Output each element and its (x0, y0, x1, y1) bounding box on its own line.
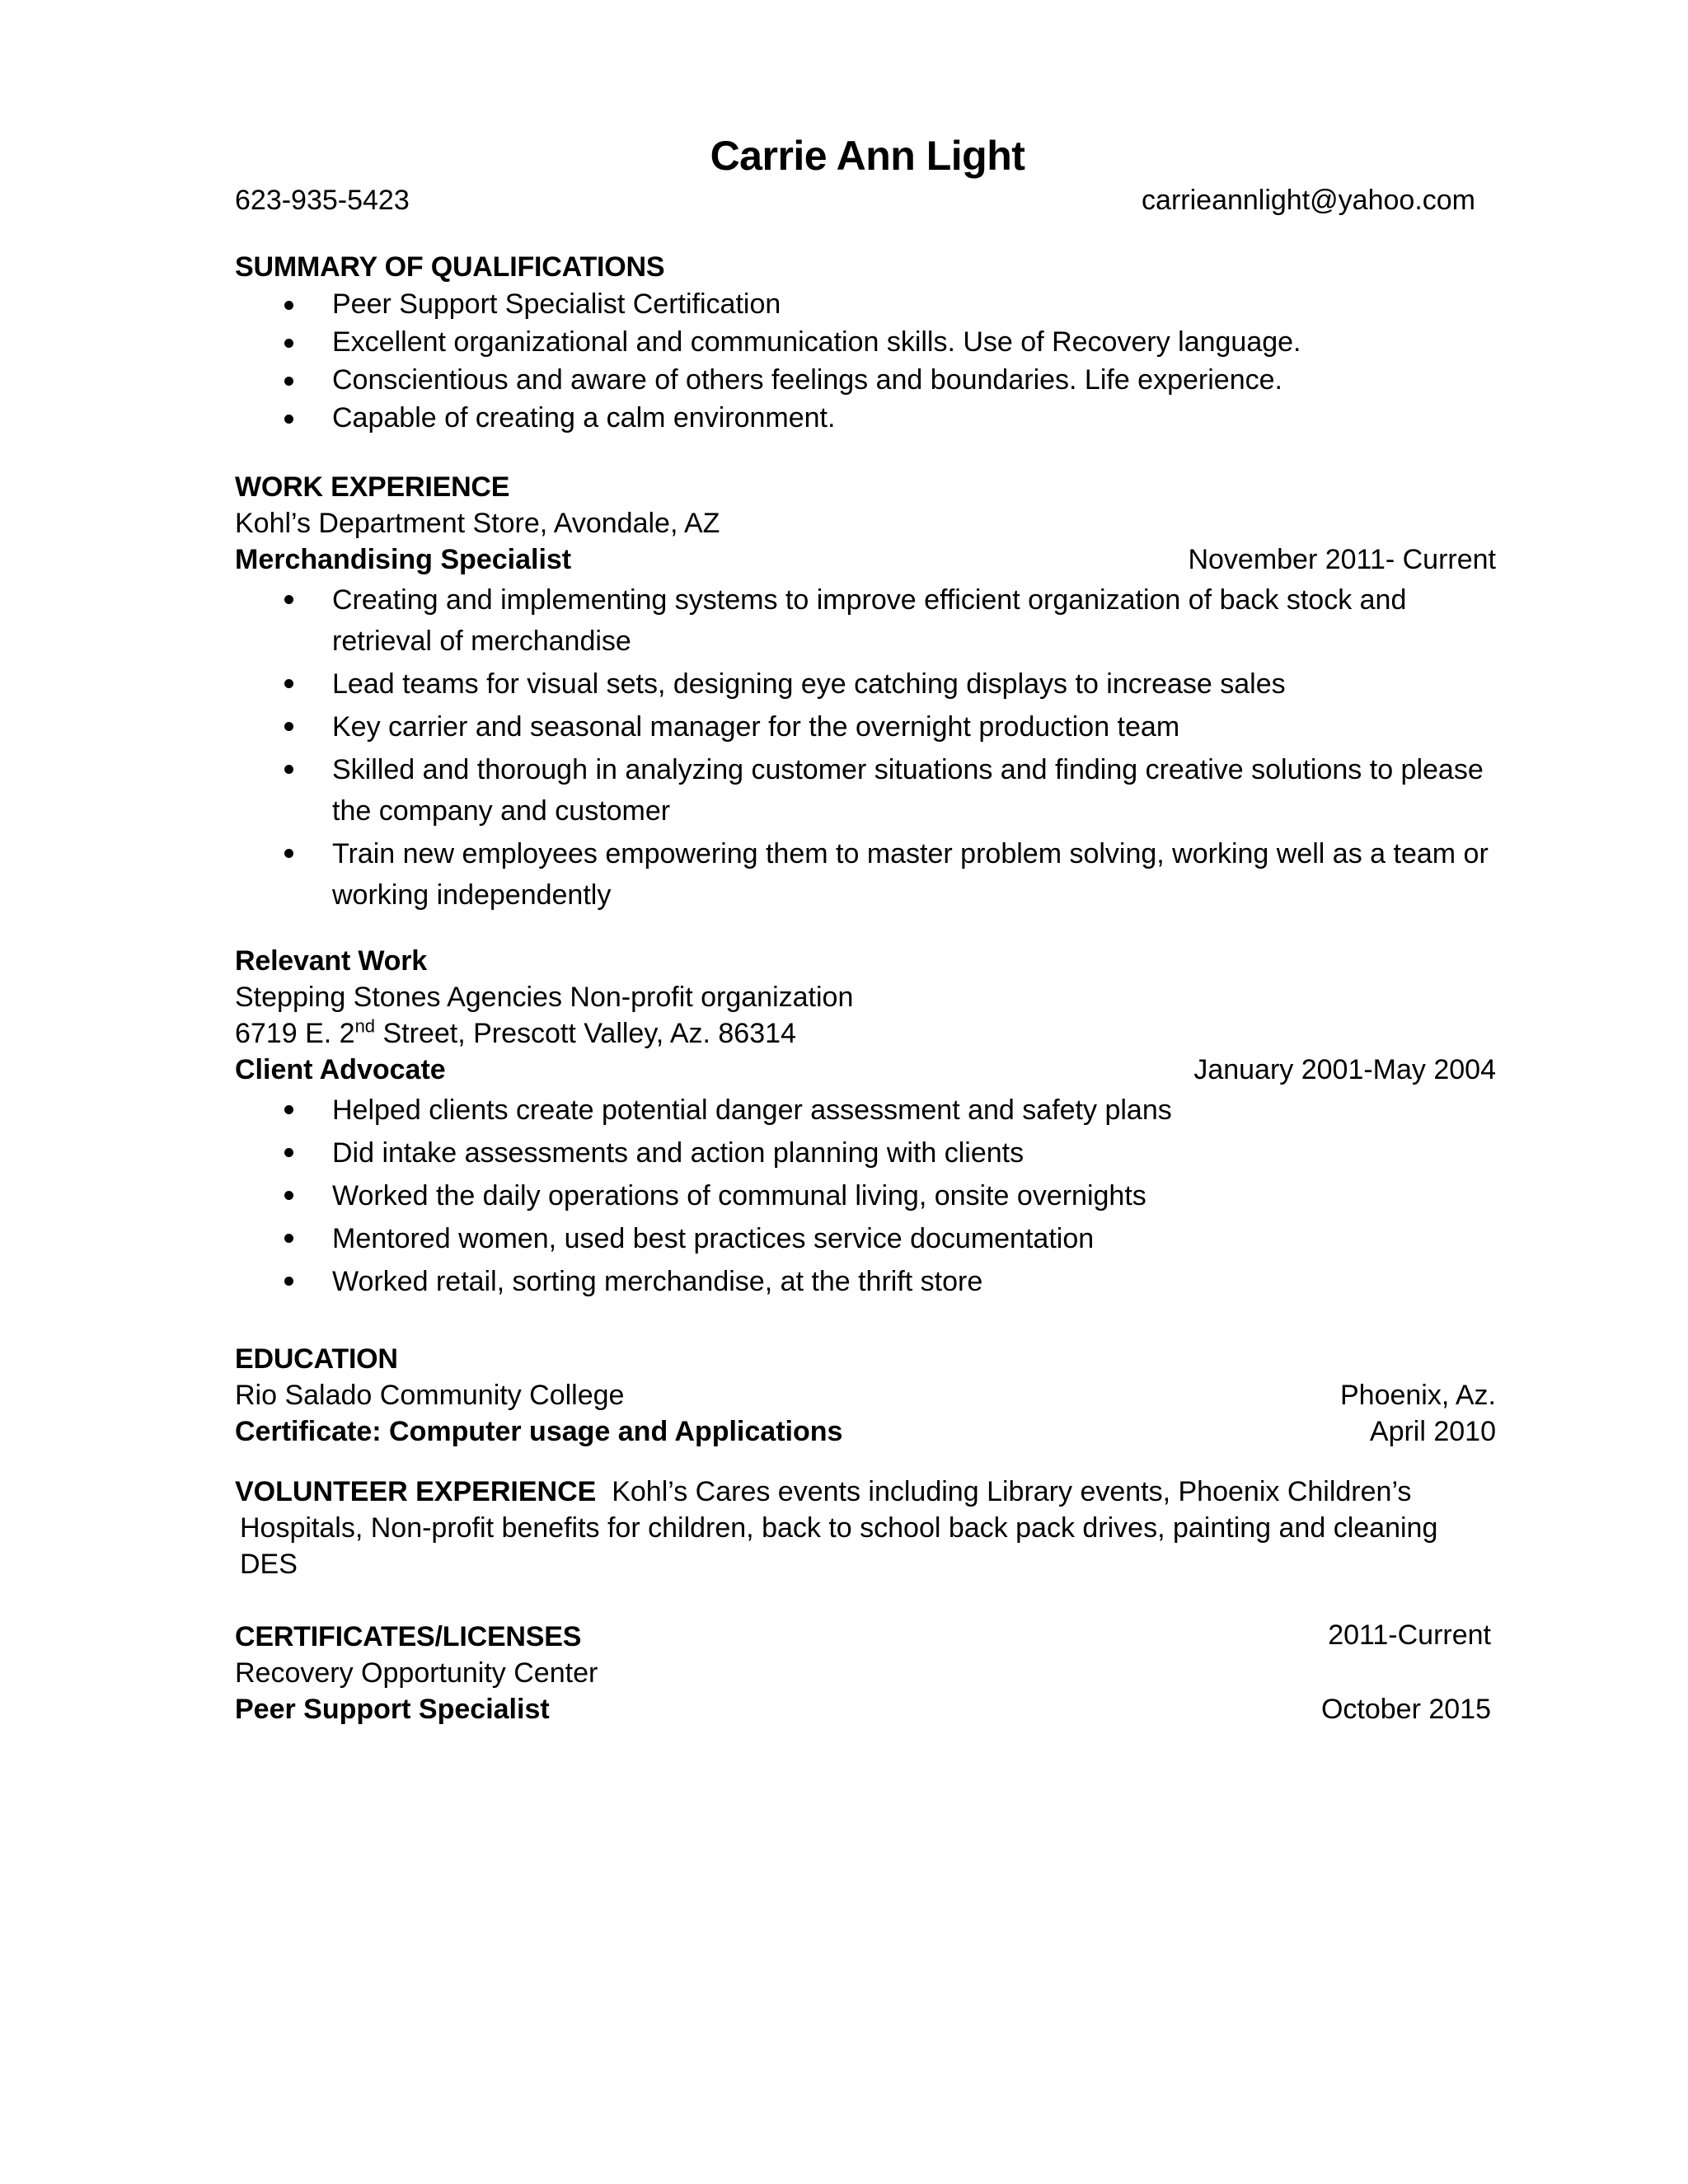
relevant-address (235, 1015, 1496, 1052)
address-ordinal: nd (354, 1015, 376, 1037)
work-employer: Kohl’s Department Store, Avondale, AZ (235, 508, 720, 539)
list-item: Skilled and thorough in analyzing customer situations and finding creative solutions to please the company and customer (235, 749, 1496, 832)
certificates-org: Recovery Opportunity Center (235, 1657, 598, 1689)
education-certificate: Certificate: Computer usage and Applications (235, 1416, 843, 1447)
relevant-list (235, 1090, 1496, 1302)
certificates-date: October 2015 (1320, 1694, 1491, 1725)
education-location: Phoenix, Az. (1339, 1380, 1496, 1411)
relevant-work-section (235, 943, 1496, 1304)
relevant-dates: January 2001-May 2004 (1193, 1054, 1496, 1085)
list-item: Did intake assessments and action planning with clients (235, 1132, 1496, 1174)
list-item: Creating and implementing systems to improve efficient organization of back stock and retrieval of merchandise (235, 579, 1496, 662)
certificates-section (235, 1619, 1496, 1727)
summary-section (235, 249, 1496, 437)
list-item: Key carrier and seasonal manager for the overnight production team (235, 706, 1496, 748)
relevant-title-row (235, 1052, 1496, 1088)
education-date: April 2010 (1369, 1416, 1496, 1447)
list-item: Worked the daily operations of communal living, onsite overnights (235, 1175, 1496, 1216)
education-school-row (235, 1377, 1496, 1413)
certificates-heading: CERTIFICATES/LICENSES (235, 1621, 582, 1652)
list-item: Lead teams for visual sets, designing eye catching displays to increase sales (235, 663, 1496, 705)
relevant-title: Client Advocate (235, 1054, 446, 1085)
email-address: carrieannlight@yahoo.com (1142, 185, 1475, 216)
list-item: Peer Support Specialist Certification (235, 285, 1496, 323)
certificates-title: Peer Support Specialist (235, 1694, 550, 1725)
relevant-org: Stepping Stones Agencies Non-profit organization (235, 982, 854, 1013)
list-item: Conscientious and aware of others feelings and boundaries. Life experience. (235, 361, 1496, 399)
work-list (235, 579, 1496, 916)
volunteer-heading: VOLUNTEER EXPERIENCE (235, 1476, 597, 1507)
candidate-name: Carrie Ann Light (710, 133, 1025, 179)
list-item: Helped clients create potential danger assessment and safety plans (235, 1090, 1496, 1131)
certificates-title-row (235, 1691, 1491, 1727)
work-title-row (235, 541, 1496, 578)
contact-row (235, 185, 1475, 217)
summary-list (235, 285, 1496, 437)
education-section (235, 1341, 1496, 1450)
resume-page (235, 0, 1496, 2184)
volunteer-text-1: Kohl’s Cares events including Library events, Phoenix Children’s (612, 1476, 1412, 1507)
relevant-heading: Relevant Work (235, 945, 427, 977)
education-heading: EDUCATION (235, 1343, 398, 1375)
list-item: Mentored women, used best practices service documentation (235, 1218, 1496, 1259)
work-title: Merchandising Specialist (235, 544, 572, 575)
education-cert-row (235, 1413, 1496, 1450)
volunteer-line-1 (235, 1474, 1496, 1510)
work-dates: November 2011- Current (1188, 544, 1496, 575)
volunteer-text-2: Hospitals, Non-profit benefits for children, back to school back pack drives, painting and cleaning DES (240, 1512, 1438, 1580)
list-item: Excellent organizational and communication skills. Use of Recovery language. (235, 323, 1496, 361)
address-part: 6719 E. 2 (235, 1018, 355, 1049)
work-section (235, 469, 1496, 917)
list-item: Worked retail, sorting merchandise, at the thrift store (235, 1261, 1496, 1302)
education-school: Rio Salado Community College (235, 1380, 625, 1411)
list-item: Train new employees empowering them to master problem solving, working well as a team or working independently (235, 833, 1496, 916)
phone-number: 623-935-5423 (235, 185, 410, 216)
summary-heading: SUMMARY OF QUALIFICATIONS (235, 251, 665, 283)
work-heading: WORK EXPERIENCE (235, 471, 510, 503)
volunteer-dates: 2011-Current (1328, 1619, 1491, 1651)
list-item: Capable of creating a calm environment. (235, 399, 1496, 437)
address-part: Street, Prescott Valley, Az. 86314 (375, 1018, 796, 1049)
